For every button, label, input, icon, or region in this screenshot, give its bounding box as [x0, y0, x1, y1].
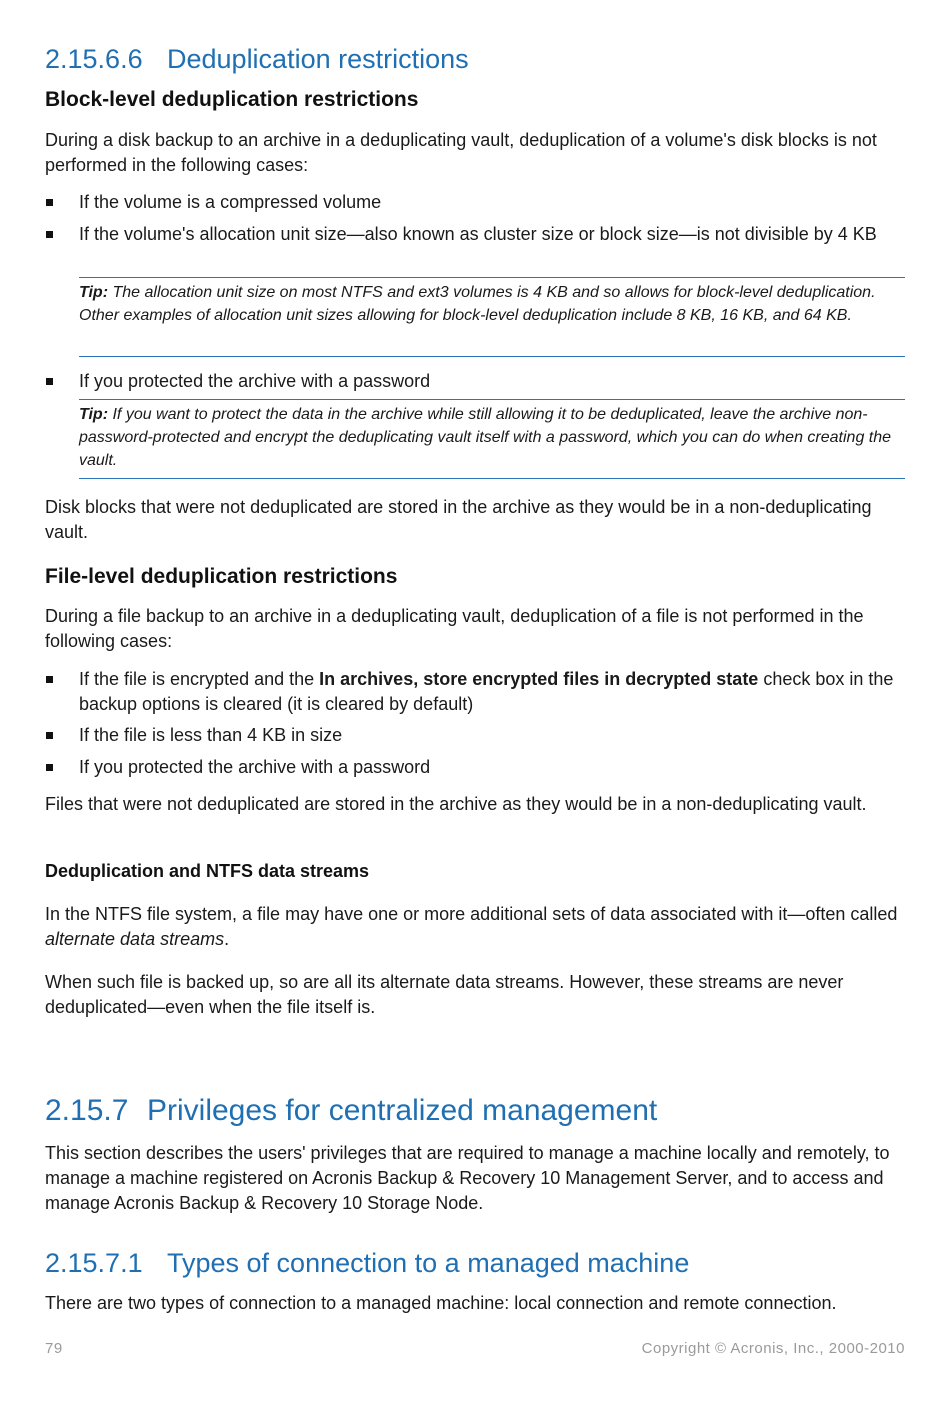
ntfs-paragraph-2: When such file is backed up, so are all its alternate data streams. However, these streams are never deduplicated—even when the file itself is.: [45, 972, 844, 1017]
section-number: 2.15.7.1: [45, 1248, 143, 1278]
list-item-text: If the volume is a compressed volume: [79, 192, 382, 212]
list-item: [45, 755, 905, 780]
section-title: Privileges for centralized management: [147, 1094, 658, 1127]
bullet-marker: [46, 231, 53, 238]
list-item-text: If the volume's allocation unit size—also known as cluster size or block size—is not divisible by 4 KB: [79, 224, 877, 244]
block-level-heading: Block-level deduplication restrictions: [45, 88, 419, 111]
file-level-outro: Files that were not deduplicated are stored in the archive as they would be in a non-deduplicating vault.: [45, 794, 867, 814]
text-run: In the NTFS file system, a file may have one or more additional sets of data associated with it—often called: [45, 904, 898, 924]
list-item-text: If you protected the archive with a password: [79, 757, 431, 777]
list-item: [45, 667, 905, 717]
tip-label: Tip:: [79, 284, 109, 301]
ntfs-paragraph-1: [45, 902, 905, 952]
option-name: In archives, store encrypted files in decrypted state: [319, 669, 759, 689]
file-level-intro: During a file backup to an archive in a deduplicating vault, deduplication of a file is not performed in the following cases:: [45, 606, 864, 651]
bullet-marker: [46, 732, 53, 739]
file-level-heading: File-level deduplication restrictions: [45, 565, 398, 588]
list-item: [45, 190, 905, 215]
page-number: 79: [45, 1340, 63, 1357]
list-item-text: If the file is less than 4 KB in size: [79, 725, 343, 745]
tip-box: [79, 277, 905, 357]
text-run: check box in the backup options is cleared (it is cleared by default): [79, 669, 894, 714]
section-number: 2.15.7: [45, 1094, 129, 1127]
bullet-marker: [46, 764, 53, 771]
section-2-15-7-text: This section describes the users' privileges that are required to manage a machine locally and remotely, to manage a machine registered on Acronis Backup & Recovery 10 Management Server, and to access and manage Acronis Backup & Recovery 10 Storage Node.: [45, 1143, 890, 1213]
block-level-intro: During a disk backup to an archive in a deduplicating vault, deduplication of a volume's disk blocks is not performed in the following cases:: [45, 130, 877, 175]
bullet-marker: [46, 378, 53, 385]
copyright-notice: Copyright © Acronis, Inc., 2000-2010: [641, 1340, 905, 1357]
term: alternate data streams: [45, 929, 225, 949]
tip-box: [79, 399, 905, 479]
text-run: If the file is encrypted and the: [79, 669, 320, 689]
block-level-outro: Disk blocks that were not deduplicated are stored in the archive as they would be in a non-deduplicating vault.: [45, 497, 872, 542]
tip-label: Tip:: [79, 406, 109, 423]
section-number: 2.15.6.6: [45, 44, 143, 74]
section-heading-2-15-6-6: [45, 44, 469, 75]
section-heading-2-15-7: [45, 1094, 657, 1128]
list-item-text: [79, 667, 905, 717]
bullet-marker: [46, 199, 53, 206]
section-title: Types of connection to a managed machine: [167, 1248, 690, 1278]
bullet-marker: [46, 676, 53, 683]
ntfs-heading: Deduplication and NTFS data streams: [45, 861, 370, 881]
list-item: [45, 723, 905, 748]
section-heading-2-15-7-1: [45, 1248, 689, 1279]
tip-text: The allocation unit size on most NTFS and ext3 volumes is 4 KB and so allows for block-level deduplication. Other examples of allocation unit sizes allowing for block-level deduplication include 8 KB, 16 KB, and 64 KB.: [79, 284, 876, 324]
list-item: [45, 222, 905, 247]
list-item-text: If you protected the archive with a password: [79, 371, 431, 391]
section-2-15-7-1-text: There are two types of connection to a managed machine: local connection and remote connection.: [45, 1293, 837, 1313]
section-title: Deduplication restrictions: [167, 44, 469, 74]
page-footer: [45, 1340, 905, 1357]
tip-text: If you want to protect the data in the archive while still allowing it to be deduplicated, leave the archive non-password-protected and encrypt the deduplicating vault itself with a password, which you can do when creating the vault.: [79, 406, 892, 469]
list-item: [45, 369, 905, 394]
text-run: .: [224, 929, 230, 949]
